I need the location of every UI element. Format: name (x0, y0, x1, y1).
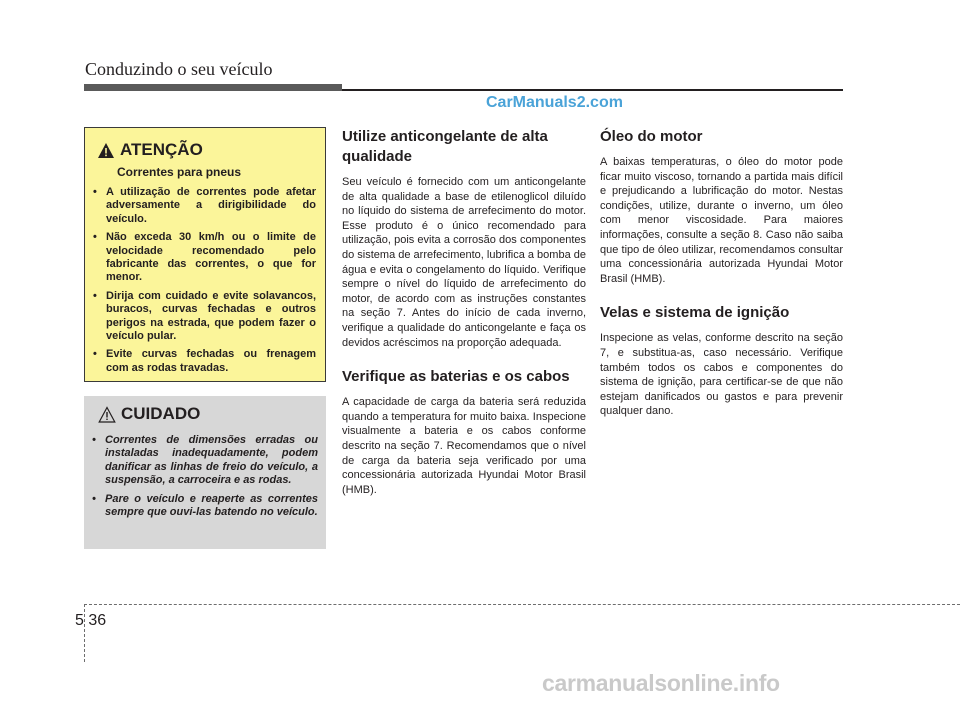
list-item-text: A utilização de correntes pode afetar adversamente a dirigibilidade do veículo. (106, 186, 316, 225)
caution-header (98, 404, 200, 424)
header-rule-thin (342, 89, 843, 91)
bullet: • (93, 348, 97, 361)
list-item-text: Evite curvas fechadas ou frenagem com as rodas travadas. (106, 348, 316, 374)
section-title: Conduzindo o seu veículo (85, 59, 273, 79)
antifreeze-body: Seu veículo é fornecido com um anticongelante de alta qualidade a base de etilenoglicol diluído no líquido do sistema de arrefecimento do motor. Esse produto é o único recomendado para utilização, pois evita a corrosão dos componentes do sistema de arrefecimento, lubrifica a bomba de água e evita o congelamento do líquido. Verifique sempre o nível do líquido de arrefecimento do motor, de acordo com as instruções constantes na seção 7. Antes do início de cada inverno, verifique a qualidade do anticongelante e faça os devidos acréscimos na proporção adequada. (342, 176, 586, 349)
section-spacer (342, 350, 586, 367)
antifreeze-heading: Utilize anticongelante de alta qualidade (342, 128, 548, 165)
list-item-text: Pare o veículo e reaperte as correntes sempre que ouvi-las batendo no veículo. (105, 492, 318, 519)
bullet: • (92, 434, 96, 446)
batteries-body: A capacidade de carga da bateria será reduzida quando a temperatura for muito baixa. Inspecione visualmente a bateria e os cabos conforme descrito na seção 7. Recomendamos que o nível de carga da bateria seja verificado por uma concessionária autorizada Hyundai Motor Brasil (HMB). (342, 396, 586, 496)
engine-oil-heading: Óleo do motor (600, 128, 703, 145)
page-number: 5 36 (75, 612, 107, 629)
list-item (93, 186, 316, 226)
caution-list (92, 434, 318, 524)
warning-heading: ATENÇÃO (120, 140, 203, 159)
warning-triangle-icon (97, 142, 115, 159)
section-spacer (600, 286, 843, 303)
bullet: • (93, 231, 97, 244)
header-rule-thick (84, 84, 342, 91)
bullet: • (93, 289, 97, 302)
caution-box (84, 396, 326, 549)
warning-subheading: Correntes para pneus (117, 165, 242, 179)
list-item (92, 434, 318, 488)
spark-plugs-heading: Velas e sistema de ignição (600, 304, 790, 322)
list-item (93, 290, 316, 344)
spark-plugs-body: Inspecione as velas, conforme descrito na seção 7, e substitua-as, caso necessário. Verifique também todos os cabos e componentes do sistema de ignição, para certificar-se de que não estejam danificados ou gastos e para prevenir qualquer dano. (600, 332, 843, 418)
warning-list (93, 186, 316, 380)
engine-oil-body: A baixas temperaturas, o óleo do motor pode ficar muito viscoso, tornando a partida mais difícil e prejudicando a lubrificação do motor. Nestas condições, utilize, durante o inverno, um óleo com menor viscosidade. Para maiores informações, consulte a seção 8. Caso não saiba que tipo de óleo utilizar, recomendamos consultar uma concessionária autorizada Hyundai Motor Brasil (HMB). (600, 156, 843, 285)
list-item (93, 348, 316, 375)
list-item (93, 231, 316, 285)
bullet: • (93, 186, 97, 198)
bullet: • (92, 492, 96, 505)
watermark-bottom: carmanualsonline.info (542, 670, 780, 696)
middle-column (342, 127, 586, 497)
list-item (92, 493, 318, 520)
warning-header (97, 140, 203, 160)
watermark-top: CarManuals2.com (486, 94, 623, 111)
list-item-text: Correntes de dimensões erradas ou instaladas inadequadamente, podem danificar as linhas de freio do veículo, a suspensão, a carroceira e as rodas. (105, 434, 318, 487)
footer-dashed-rule (84, 604, 960, 605)
warning-box (84, 127, 326, 382)
caution-triangle-icon (98, 406, 116, 423)
caution-heading: CUIDADO (121, 404, 201, 423)
batteries-heading: Verifique as baterias e os cabos (342, 368, 570, 386)
list-item-text: Dirija com cuidado e evite solavancos, buracos, curvas fechadas e outros perigos na estrada, que podem fazer o veículo pular. (106, 289, 316, 343)
list-item-text: Não exceda 30 km/h ou o limite de velocidade recomendado pelo fabricante das correntes, o que for menor. (106, 231, 316, 284)
right-column (600, 127, 843, 419)
